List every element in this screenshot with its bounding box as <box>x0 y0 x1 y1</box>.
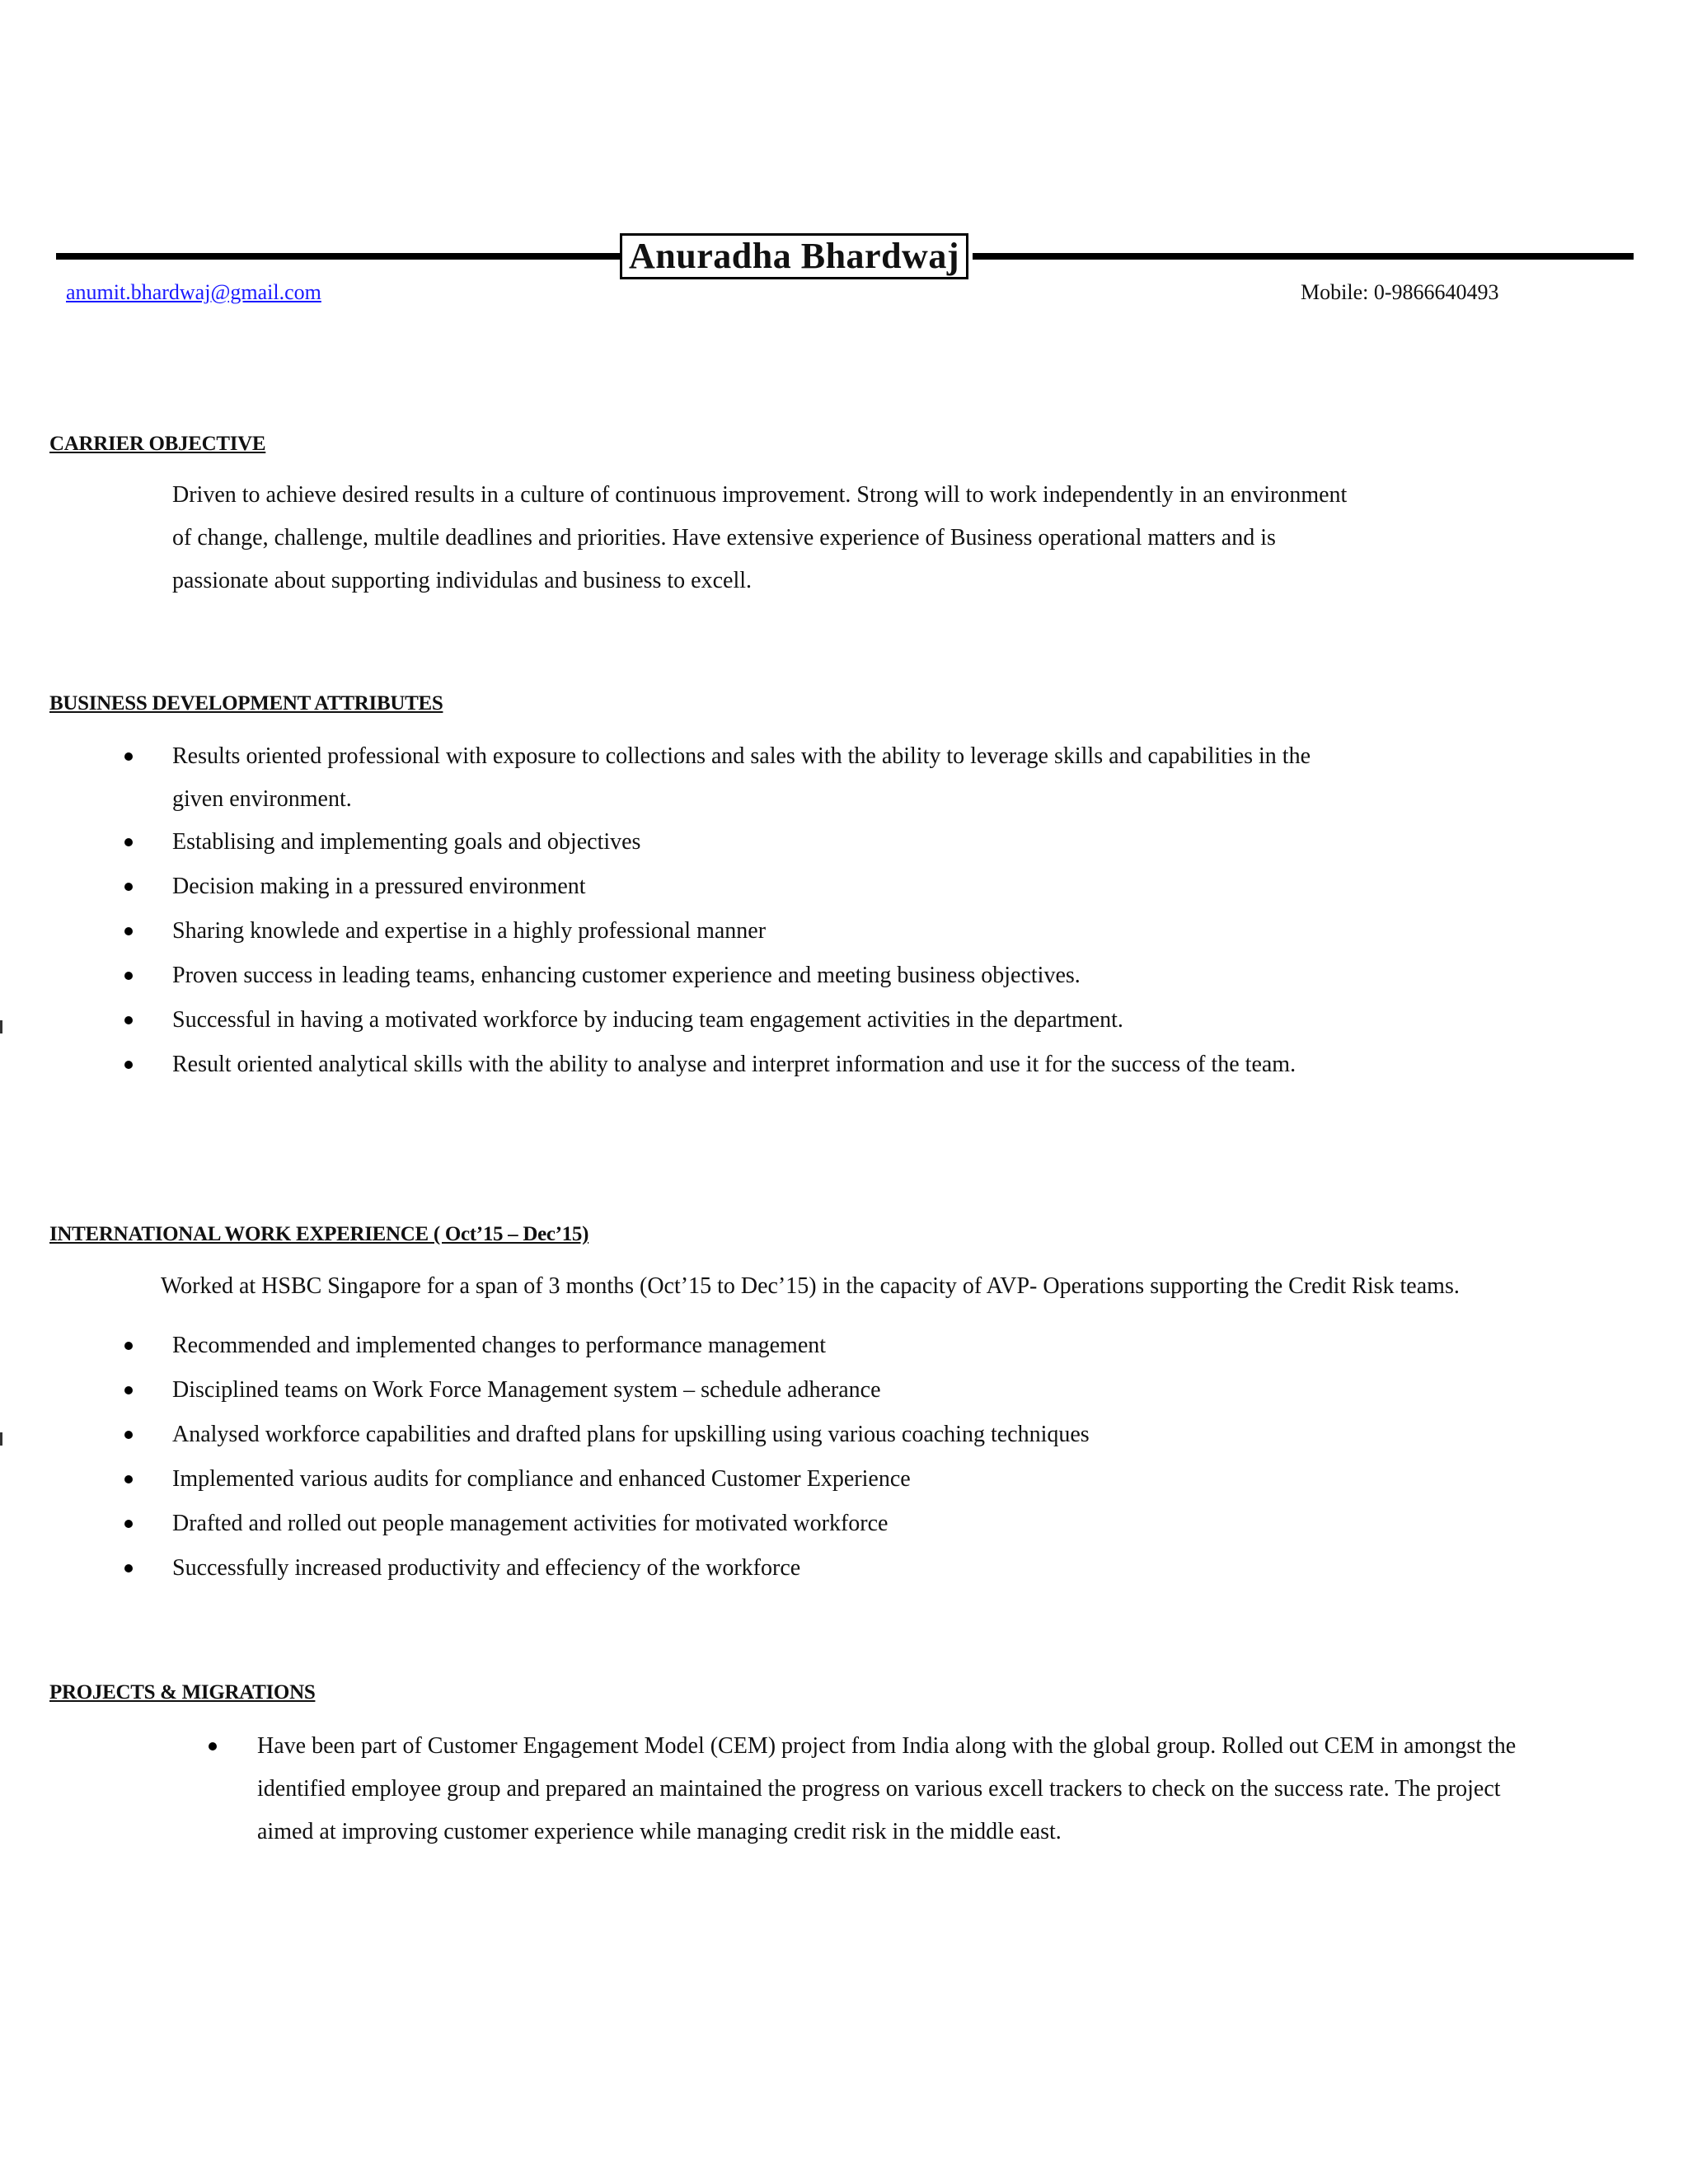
projects-list <box>0 1725 1688 1854</box>
objective-paragraph <box>172 474 1347 602</box>
international-heading: INTERNATIONAL WORK EXPERIENCE ( Oct’15 – Dec’15) <box>49 1223 589 1245</box>
list-item-text: Establising and implementing goals and objectives <box>172 829 641 855</box>
bullet-icon <box>124 1475 133 1483</box>
list-item-text: Results oriented professional with exposure to collections and sales with the ability to leverage skills and capabilities in the <box>172 743 1311 769</box>
list-item <box>0 1547 1688 1591</box>
list-item <box>0 954 1688 999</box>
header-rule-right <box>973 253 1634 260</box>
bullet-icon <box>124 927 133 935</box>
list-item <box>0 910 1688 954</box>
objective-line: passionate about supporting individulas and business to excell. <box>172 568 753 593</box>
list-item <box>0 821 1688 865</box>
international-list <box>0 1324 1688 1591</box>
list-item <box>0 1324 1688 1369</box>
list-item-text: Successful in having a motivated workforce by inducing team engagement activities in the department. <box>172 1007 1123 1033</box>
list-item-text: Proven success in leading teams, enhancing customer experience and meeting business objectives. <box>172 963 1081 988</box>
list-item-text: Successfully increased productivity and effeciency of the workforce <box>172 1555 801 1581</box>
projects-heading: PROJECTS & MIGRATIONS <box>49 1681 316 1704</box>
candidate-name: Anuradha Bhardwaj <box>620 233 968 279</box>
list-item <box>0 1043 1688 1088</box>
list-item <box>0 999 1688 1043</box>
business-list <box>0 735 1688 1088</box>
list-item <box>0 1725 1688 1854</box>
list-item-text: identified employee group and prepared an maintained the progress on various excell trackers to check on the success rate. The project <box>257 1776 1501 1802</box>
objective-line: of change, challenge, multile deadlines and priorities. Have extensive experience of Business operational matters and is <box>172 525 1276 551</box>
email-link[interactable]: anumit.bhardwaj@gmail.com <box>66 280 321 304</box>
international-intro-line: Worked at HSBC Singapore for a span of 3 months (Oct’15 to Dec’15) in the capacity of AVP- Operations supporting the Credit Risk teams. <box>161 1273 1460 1299</box>
list-item-text: given environment. <box>172 786 352 812</box>
list-item-text: Recommended and implemented changes to performance management <box>172 1333 827 1358</box>
list-item-text: Result oriented analytical skills with the ability to analyse and interpret information and use it for the success of the team. <box>172 1052 1296 1077</box>
list-item-text: Decision making in a pressured environment <box>172 874 586 899</box>
list-item <box>0 1458 1688 1502</box>
list-item-text: Disciplined teams on Work Force Management system – schedule adherance <box>172 1377 881 1403</box>
list-item-text: Analysed workforce capabilities and drafted plans for upskilling using various coaching techniques <box>172 1422 1090 1447</box>
bullet-icon <box>124 1061 133 1069</box>
list-item-text: Have been part of Customer Engagement Model (CEM) project from India along with the global group. Rolled out CEM in amongst the <box>257 1733 1517 1759</box>
international-intro <box>161 1265 1460 1308</box>
header-rule-left <box>56 253 621 260</box>
objective-line: Driven to achieve desired results in a culture of continuous improvement. Strong will to work independently in an environment <box>172 482 1348 508</box>
bullet-icon <box>124 1342 133 1350</box>
mobile-number: Mobile: 0-9866640493 <box>1301 280 1499 304</box>
list-item <box>0 735 1688 821</box>
list-item-text: aimed at improving customer experience while managing credit risk in the middle east. <box>257 1819 1062 1844</box>
bullet-icon <box>124 1016 133 1024</box>
list-item <box>0 1502 1688 1547</box>
objective-heading: CARRIER OBJECTIVE <box>49 433 266 455</box>
bullet-icon <box>124 1386 133 1394</box>
bullet-icon <box>124 752 133 761</box>
list-item-text: Drafted and rolled out people management activities for motivated workforce <box>172 1511 889 1536</box>
bullet-icon <box>124 883 133 891</box>
bullet-icon <box>209 1742 217 1750</box>
margin-mark <box>0 1020 2 1033</box>
bullet-icon <box>124 1520 133 1528</box>
bullet-icon <box>124 972 133 980</box>
list-item <box>0 1413 1688 1458</box>
bullet-icon <box>124 838 133 846</box>
list-item-text: Sharing knowlede and expertise in a highly professional manner <box>172 918 767 944</box>
bullet-icon <box>124 1431 133 1439</box>
list-item <box>0 865 1688 910</box>
list-item-text: Implemented various audits for compliance and enhanced Customer Experience <box>172 1466 911 1492</box>
bullet-icon <box>124 1564 133 1572</box>
list-item <box>0 1369 1688 1413</box>
business-heading: BUSINESS DEVELOPMENT ATTRIBUTES <box>49 692 443 715</box>
